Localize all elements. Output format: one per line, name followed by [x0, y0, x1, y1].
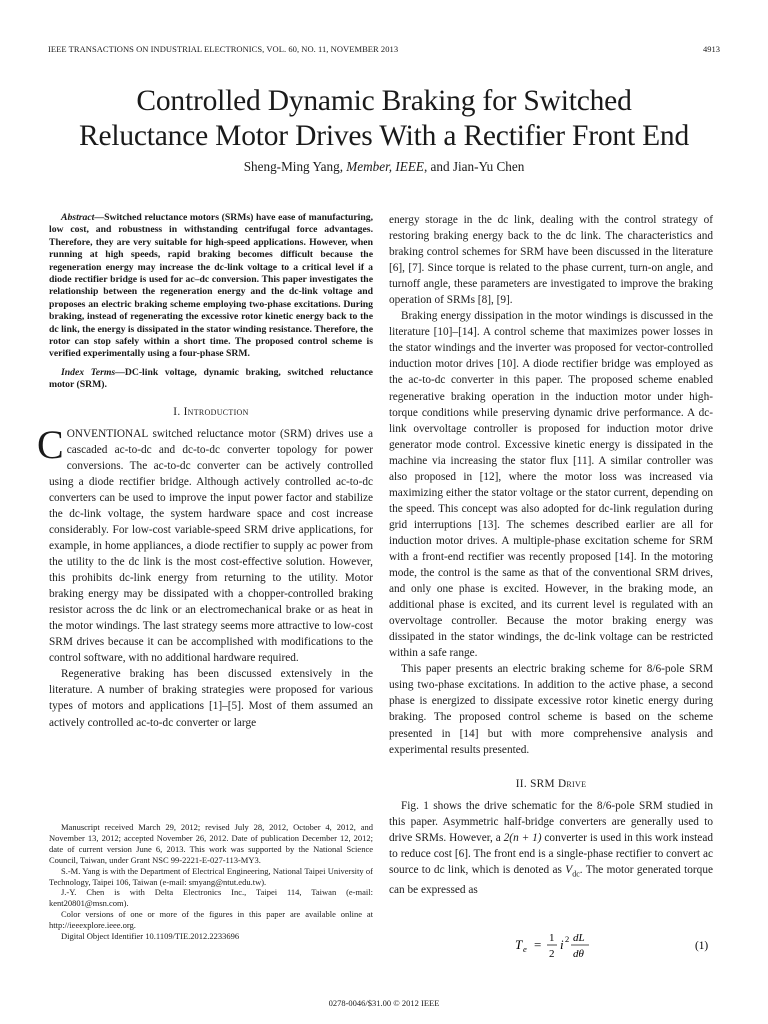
title-line-1: Controlled Dynamic Braking for Switched	[136, 85, 632, 117]
srm-drive-paragraph	[389, 798, 713, 899]
abstract-label: Abstract	[61, 212, 95, 223]
eq-number: (1)	[695, 940, 709, 952]
footnote-author-1: S.-M. Yang is with the Department of Electrical Engineering, National Taipei University of Technology, Taipei 106, Taiwan (e-mail: smyang@ntut.edu.tw).	[49, 865, 373, 887]
srm-text-3: . The motor generated torque can be expressed as	[389, 863, 713, 897]
eq-frac2-num: dL	[573, 932, 585, 944]
index-terms: Index Terms—DC-link voltage, dynamic braking, switched reluctance motor (SRM).	[49, 366, 373, 391]
eq-lhs: T	[515, 937, 523, 952]
drop-cap: C	[37, 421, 64, 467]
journal-header: IEEE TRANSACTIONS ON INDUSTRIAL ELECTRONICS, VOL. 60, NO. 11, NOVEMBER 2013	[48, 44, 399, 54]
footnotes	[49, 822, 373, 942]
footnote-doi: Digital Object Identifier 10.1109/TIE.2012.2233696	[61, 931, 240, 942]
section-heading-srm-drive	[389, 778, 713, 790]
author-line	[40, 159, 728, 175]
srm-text-2: converter is used in this work instead to reduce cost [6]. The front end is a single-phase rectifier to convert ac source to dc link, which is denoted as	[389, 831, 713, 876]
page-number: 4913	[703, 44, 720, 54]
author-name-1: Sheng-Ming Yang,	[243, 159, 347, 174]
copyright-footer: 0278-0046/$31.00 © 2012 IEEE	[328, 998, 440, 1008]
section-title: SRM Drive	[530, 777, 587, 790]
math-dc-sub: dc	[572, 869, 580, 879]
section-numeral: I.	[173, 405, 184, 418]
footnote-color-versions: Color versions of one or more of the figures in this paper are available online at http://ieeexplore.ieee.org.	[49, 909, 373, 931]
abstract: Abstract—Switched reluctance motors (SRMs) have ease of manufacturing, low cost, and robustness in withstanding centrifugal force advantages. Therefore, they are very suitable for high-speed applications. However, when running at high speeds, rapid braking becomes difficult because the regeneration energy may increase the dc-link voltage to a critical level if a diode rectifier bridge is used for ac–dc conversion. This paper investigates the relationship between the regeneration energy and the dc-link voltage and proposes an electric braking scheme employing two-phase excitations. During braking, instead of regenerating the excessive rotor kinetic energy back to the dc link, the energy is dissipated in the stator winding resistance. Therefore, the rotor can stop safely within a short time. The proposed control scheme is verified experimentally using a four-phase SRM.	[49, 212, 373, 360]
title-line-2: Reluctance Motor Drives With a Rectifier Front End	[78, 120, 690, 152]
section-heading-introduction	[49, 406, 373, 418]
eq-sup2: 2	[565, 934, 570, 944]
math-2n1: 2(n + 1)	[503, 831, 542, 844]
paper-title	[40, 84, 728, 154]
section-numeral: II.	[515, 777, 531, 790]
right-paragraph-1: energy storage in the dc link, dealing with the control strategy of restoring braking energy back to the dc link. The characteristics and braking control schemes for SRM have been discussed in the literature [6], [7]. Since torque is related to the phase current, turn-on angle, and turnoff angle, these parameters are investigated to improve the braking operation of SRMs [8], [9].	[389, 214, 713, 307]
math-v: V	[565, 863, 573, 876]
eq-frac1-den: 2	[549, 948, 555, 960]
right-paragraph-3: This paper presents an electric braking scheme for 8/6-pole SRM using two-phase excitations. In addition to the active phase, a second phase is energized to dissipate excessive rotor kinetic energy during braking. The proposed control scheme is based on the scheme presented in [14] but with more comprehensive analysis and experimental results presented.	[389, 663, 713, 756]
eq-lhs-sub: e	[523, 944, 527, 954]
footnote-manuscript: Manuscript received March 29, 2012; revised July 28, 2012, October 4, 2012, and November 13, 2012; accepted November 26, 2012. Date of publication December 12, 2012; date of current version June 6, 2013. This work was supported by the National Science Council, Taiwan, under Grant NSC 99-2221-E-027-113-MY3.	[49, 822, 373, 865]
eq-equals: =	[534, 937, 542, 952]
equation-1	[389, 926, 713, 966]
eq-frac2-den: dθ	[573, 948, 584, 960]
intro-paragraph-1-text: ONVENTIONAL switched reluctance motor (SRM) drives use a cascaded ac-to-dc and dc-to-dc converter topology for power conversions. The ac-to-dc converter can be actively controlled using a diode rectifier bridge. Although actively controlled ac-to-dc converters can be used to improve the input power factor and stabilize the dc-link voltage, the system hardware space and cost increase considerably. For low-cost variable-speed SRM drive applications, for example, in home appliances, a diode rectifier to supply ac power from the utility to the dc link is the most cost-effective solution. However, this prohibits dc-link energy from returning to the utility. Motor braking energy may be dissipated with a chopper-controlled braking resistor across the dc link or an electromechanical brake or as heat in the motor windings. The last strategy seems more attractive to low-cost SRM drives because it can be accomplished with modifications to the control software, with no additional hardware required.	[49, 427, 373, 665]
right-column	[389, 212, 713, 898]
index-terms-label: Index Terms	[61, 366, 116, 378]
intro-paragraph-1	[37, 421, 373, 667]
math-vdc	[565, 863, 580, 879]
equation-svg	[389, 926, 713, 966]
abstract-text: Switched reluctance motors (SRMs) have ease of manufacturing, low cost, and robustness in withstanding centrifugal force advantages. Therefore, they are very suitable for high-speed applications. However, when running at high speeds, rapid braking becomes difficult because the regeneration energy may increase the dc-link voltage to a critical level if a diode rectifier bridge is used for ac–dc conversion. This paper investigates the relationship between the regeneration energy and the dc-link voltage and proposes an electric braking scheme employing two-phase excitations. During braking, instead of regenerating the excessive rotor kinetic energy back to the dc link, the energy is dissipated in the stator winding resistance. Therefore, the rotor can stop safely within a short time. The proposed control scheme is verified experimentally using a four-phase SRM.	[49, 212, 373, 360]
author-membership: Member, IEEE	[346, 159, 424, 174]
left-column	[37, 212, 373, 731]
index-terms-text: DC-link voltage, dynamic braking, switched reluctance motor (SRM).	[49, 366, 373, 391]
intro-paragraph-2: Regenerative braking has been discussed extensively in the literature. A number of braking strategies were proposed for various types of motors and applications [1]–[5]. Most of them assumed an actively controlled ac-to-dc converter or large	[49, 668, 373, 729]
srm-text-1: Fig. 1 shows the drive schematic for the 8/6-pole SRM studied in this paper. Asymmetric half-bridge converters are generally used to drive SRMs. However, a	[389, 799, 713, 844]
right-paragraph-2: Braking energy dissipation in the motor windings is discussed in the literature [10]–[14]. A control scheme that maximizes power losses in the stator windings and the inverter was proposed for vector-controlled induction motor drives [10]. A diode rectifier bridge was employed as the ac-to-dc converter in this paper. The proposed scheme enabled regenerative braking operation in the induction motor under high-torque conditions while preserving dynamic drive performance. A dc-link overvoltage controller is proposed for induction motor drive generator mode control. Excessive kinetic energy is dissipated in the machine via increasing the stator flux [11]. A similar controller was also proposed in [12], where the motor loss was increased via maximizing either the stator voltage or the stator current, depending on the speed. This concept was also adopted for dc-link regulation during grid interruptions [13]. The schemes described earlier are all for induction motor drives. A multiple-phase excitation scheme for SRM with a front-end rectifier was recently proposed [14]. In the motoring mode, the control is the same as that of the conventional SRM drives, and only one phase is excited. However, in the braking mode, an additional phase is excited, and its current level is regulated with an overvoltage controller. Because the motor braking energy was dissipated in the stator windings, the dc-link voltage can be restricted within a safe range.	[389, 310, 713, 660]
footnote-author-2: J.-Y. Chen is with Delta Electronics Inc., Taipei 114, Taiwan (e-mail: kent20801@msn.com).	[49, 887, 373, 909]
author-name-rest: , and Jian-Yu Chen	[423, 159, 525, 174]
eq-frac1-num: 1	[549, 932, 555, 944]
eq-i: i	[560, 937, 564, 952]
section-title: Introduction	[183, 405, 249, 418]
